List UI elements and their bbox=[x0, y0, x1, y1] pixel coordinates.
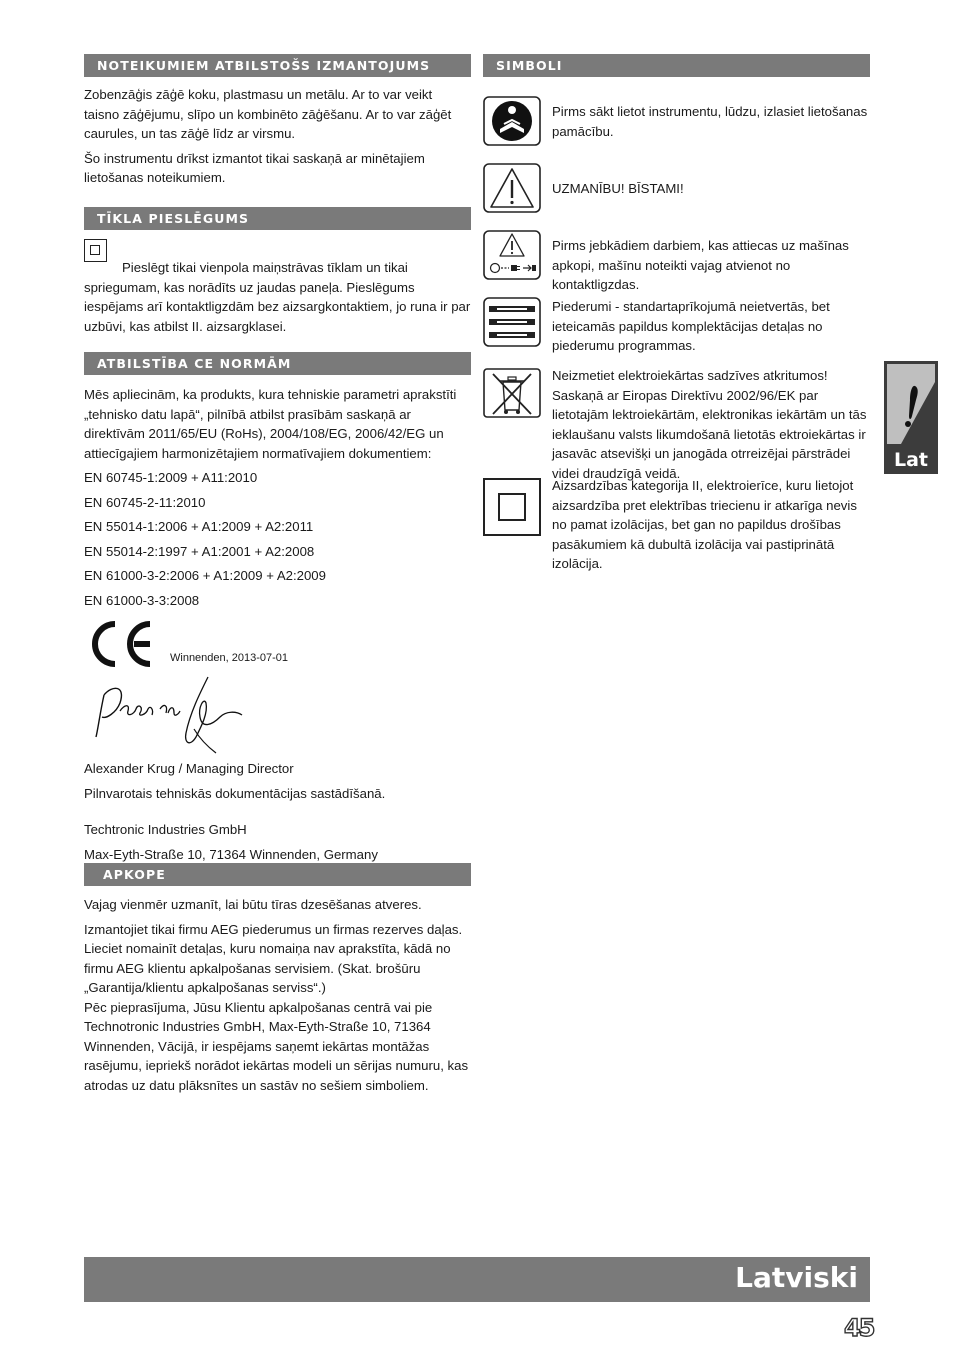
symbol-text: Piederumi - standartaprīkojumā neietvertās, bet ieteicamās papildus komplektācijas detaļas no piederumu programmas. bbox=[552, 299, 830, 353]
exclamation-icon bbox=[887, 364, 935, 444]
maintenance-text-3: Pēc pieprasījuma, Jūsu Klientu apkalpošanas centrā vai pie Technotronic Industries GmbH, Max-Eyth-Straße 10, 71364 Winnenden, Vācijā, ir iespējams saņemt iekārtas montāžas rasējumu, iepriekš norādot iekārtas modeli un sērijas numuru, kas atrodas uz datu plāksnītes un sastāv no sešiem simboliem. bbox=[84, 999, 469, 1093]
mains-section bbox=[84, 207, 471, 336]
place-date: Winnenden, 2013-07-01 bbox=[170, 652, 289, 664]
footer-language: Latviski bbox=[735, 1261, 858, 1294]
read-manual-icon bbox=[483, 96, 541, 146]
class-ii-icon bbox=[483, 478, 541, 536]
intended-use-text-1: Zobenzāģis zāģē koku, plastmasu un metālu. Ar to var veikt taisno zāģējumu, slīpo un kombinēto zāģēšanu. Ar to var zāģēt caurules, un tas zāģē līdz ar virsmu. bbox=[84, 87, 452, 141]
standard-item: EN 61000-3-3:2008 bbox=[84, 592, 200, 608]
language-side-tab bbox=[884, 361, 938, 474]
page-number: 45 bbox=[844, 1314, 874, 1342]
intended-use-text-2: Šo instrumentu drīkst izmantot tikai saskaņā ar minētajiem lietošanas noteikumiem. bbox=[84, 150, 425, 185]
footer-bar bbox=[84, 1257, 870, 1302]
ce-section bbox=[84, 352, 471, 610]
standards-list bbox=[84, 468, 471, 610]
symbol-text: Pirms jebkādiem darbiem, kas attiecas uz mašīnas apkopi, mašīnu noteikti vajag atvienot no kontaktligzdas. bbox=[552, 238, 849, 292]
company-address: Max-Eyth-Straße 10, 71364 Winnenden, Germany bbox=[84, 846, 378, 862]
signature-icon bbox=[90, 673, 250, 755]
standard-item: EN 55014-2:1997 + A1:2001 + A2:2008 bbox=[84, 543, 315, 559]
unplug-warning-icon bbox=[483, 230, 541, 280]
ce-heading: ATBILSTĪBA CE NORMĀM bbox=[84, 352, 471, 375]
symbol-text: Aizsardzības kategorija II, elektroierīce, kuru lietojot aizsardzība pret elektrības triecienu ir atkarīga nevis no pamat izolācijas, bet gan no papildus drošības pasākumiem kā dubultā izolācija vai pastiprinātā izolācija. bbox=[552, 478, 857, 571]
right-column bbox=[483, 54, 870, 571]
maintenance-heading: APKOPE bbox=[84, 863, 471, 886]
language-tab-label: Lat bbox=[893, 449, 928, 471]
maintenance-section bbox=[84, 863, 471, 1095]
maintenance-text-1: Vajag vienmēr uzmanīt, lai būtu tīras dzesēšanas atveres. bbox=[84, 897, 422, 912]
mains-text: Pieslēgt tikai vienpola maiņstrāvas tīklam un tikai spriegumam, kas norādīts uz jaudas paneļa. Pieslēgums iespējams arī kontaktligzdām bez aizsargkontaktiem, jo runa ir par uzbūvi, kas atbilst II. aizsargklasei. bbox=[84, 260, 471, 334]
mains-heading: TĪKLA PIESLĒGUMS bbox=[84, 207, 471, 230]
standard-item: EN 60745-1:2009 + A11:2010 bbox=[84, 470, 258, 485]
warning-panel bbox=[887, 364, 935, 444]
warning-triangle-icon bbox=[483, 163, 541, 213]
symbol-text: UZMANĪBU! BĪSTAMI! bbox=[552, 181, 684, 196]
company-name: Techtronic Industries GmbH bbox=[84, 822, 247, 837]
standard-item: EN 61000-3-2:2006 + A1:2009 + A2:2009 bbox=[84, 568, 326, 583]
signer-block bbox=[84, 759, 471, 864]
intended-use-section bbox=[84, 54, 471, 188]
standard-item: EN 55014-1:2006 + A1:2009 + A2:2011 bbox=[84, 519, 314, 534]
class-ii-small-icon bbox=[84, 239, 107, 262]
symbol-text: Pirms sākt lietot instrumentu, lūdzu, izlasiet lietošanas pamācību. bbox=[552, 104, 868, 139]
ce-declaration-text: Mēs apliecinām, ka produkts, kura tehniskie parametri aprakstīti „tehnisko datu lapā“, pilnībā atbilst prasībām saskaņā ar direktīvām 2011/65/EU (RoHs), 2004/108/EG, 2006/42/EG un attiecīgajiem harmonizētajiem normatīvajiem dokumentiem: bbox=[84, 387, 457, 461]
intended-use-heading: NOTEIKUMIEM ATBILSTOŠS IZMANTOJUMS bbox=[84, 54, 471, 77]
symbols-heading: SIMBOLI bbox=[483, 54, 870, 77]
maintenance-text-2: Izmantojiet tikai firmu AEG piederumus un firmas rezerves daļas. Lieciet nomainīt detaļas, kuru nomaiņa nav aprakstīta, kādā no firmu AEG klientu apkalpošanas servisiem. (Skat. brošūru „Garantija/klientu apkalpošanas serviss“.) bbox=[84, 921, 463, 995]
standard-item: EN 60745-2-11:2010 bbox=[84, 494, 206, 510]
saw-blades-icon bbox=[483, 297, 541, 347]
signer-name: Alexander Krug / Managing Director bbox=[84, 761, 294, 776]
symbol-text: Neizmetiet elektroiekārtas sadzīves atkritumos! Saskaņā ar Eiropas Direktīvu 2002/96/EK par lietotajām lektroiekārtām, elektronikas iekārtām un tās ieklaušanu valsts likumdošanā lietotās ektroiekārtas ir jasavāc atsevišķi un janogāda otrreizējai pārstrādei videi draudzīgā veidā. bbox=[552, 368, 867, 481]
weee-bin-icon bbox=[483, 368, 541, 418]
ce-mark-icon bbox=[88, 620, 156, 668]
signer-role: Pilnvarotais tehniskās dokumentācijas sastādīšanā. bbox=[84, 785, 386, 801]
